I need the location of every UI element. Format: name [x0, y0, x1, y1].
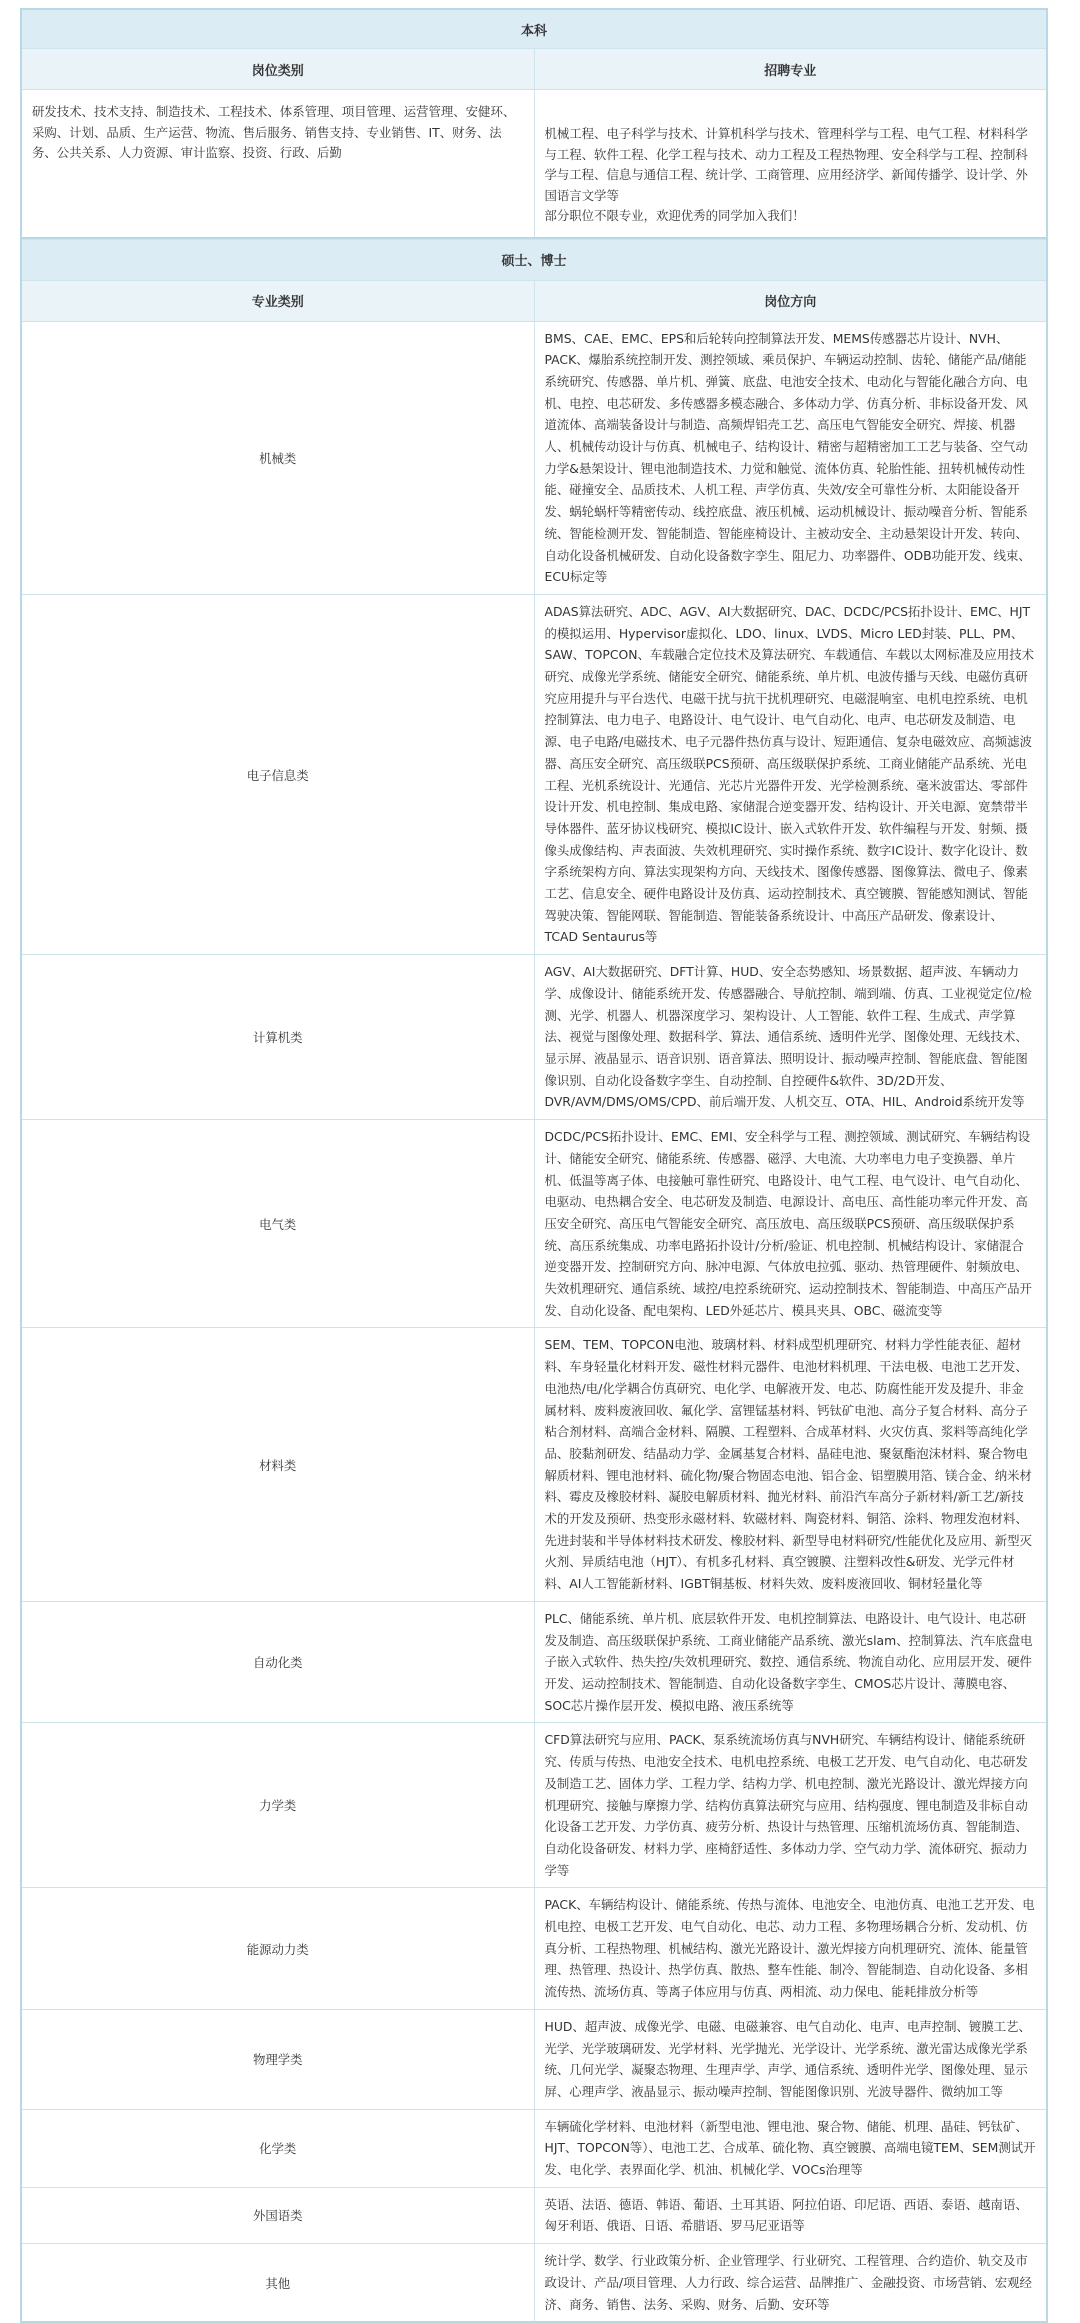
directions-automation: PLC、储能系统、单片机、底层软件开发、电机控制算法、电路设计、电气设计、电芯研发及制造、高压级联保护系统、工商业储能产品系统、激光slam、控制算法、汽车底盘电子嵌入式软件、热失控/失效机理研究、数控、通信系统、物流自动化、应用层开发、硬件开发、运动控制技术、智能制造、自动化设备数字孪生、CMOS芯片设计、薄膜电容、SOC芯片操作层开发、模拟电路、液压系统等 [534, 1601, 1047, 1723]
category-physics: 物理学类 [21, 2009, 534, 2109]
position-list: 研发技术、技术支持、制造技术、工程技术、体系管理、项目管理、运营管理、安健环、采购、计划、品质、生产运营、物流、售后服务、销售支持、专业销售、IT、财务、法务、公共关系、人力资源、审计监察、投资、行政、后勤 [21, 90, 534, 238]
direction-header: 岗位方向 [534, 280, 1047, 321]
category-electrical: 电气类 [21, 1120, 534, 1328]
undergrad-table [20, 8, 1048, 239]
category-other: 其他 [21, 2244, 534, 2323]
graduate-title: 硕士、博士 [21, 239, 1047, 280]
category-mechanics: 力学类 [21, 1723, 534, 1888]
undergrad-title: 本科 [21, 9, 1047, 49]
directions-mechanics: CFD算法研究与应用、PACK、泵系统流场仿真与NVH研究、车辆结构设计、储能系统研究、传质与传热、电池安全技术、电机电控系统、电极工艺开发、电气自动化、电芯研发及制造工艺、固体力学、工程力学、结构力学、机电控制、激光光路设计、激光焊接方向机理研究、接触与摩擦力学、结构仿真算法研究与应用、结构强度、锂电制造及非标自动化设备工艺开发、力学仿真、疲劳分析、热设计与热管理、压缩机流场仿真、智能制造、自动化设备研发、材料力学、座椅舒适性、多体动力学、空气动力学、流体研究、振动力学等 [534, 1723, 1047, 1888]
directions-energy-power: PACK、车辆结构设计、储能系统、传热与流体、电池安全、电池仿真、电池工艺开发、电机电控、电极工艺开发、电气自动化、电芯、动力工程、多物理场耦合分析、发动机、仿真分析、工程热物理、机械结构、激光光路设计、激光焊接方向机理研究、流体、能量管理、热管理、热设计、热学仿真、散热、整车性能、制冷、智能制造、自动化设备、多相流传热、流场仿真、等离子体应用与仿真、两相流、动力保电、能耗排放分析等 [534, 1888, 1047, 2010]
directions-other: 统计学、数学、行业政策分析、企业管理学、行业研究、工程管理、合约造价、轨交及市政设计、产品/项目管理、人力行政、综合运营、品牌推广、金融投资、市场营销、宏观经济、商务、销售、法务、采购、财务、后勤、安环等 [534, 2244, 1047, 2323]
category-electronic-info: 电子信息类 [21, 594, 534, 954]
category-energy-power: 能源动力类 [21, 1888, 534, 2010]
major-category-header: 专业类别 [21, 280, 534, 321]
category-computer: 计算机类 [21, 955, 534, 1120]
directions-foreign-lang: 英语、法语、德语、韩语、葡语、土耳其语、阿拉伯语、印尼语、西语、泰语、越南语、匈牙利语、俄语、日语、希腊语、罗马尼亚语等 [534, 2187, 1047, 2243]
category-chemistry: 化学类 [21, 2109, 534, 2187]
category-materials: 材料类 [21, 1328, 534, 1601]
majors-header: 招聘专业 [534, 49, 1047, 90]
directions-physics: HUD、超声波、成像光学、电磁、电磁兼容、电气自动化、电声、电声控制、镀膜工艺、光学、光学玻璃研发、光学材料、光学抛光、光学设计、光学系统、激光雷达成像光学系统、几何光学、凝聚态物理、生理声学、声学、通信系统、透明件光学、图像处理、显示屏、心理声学、液晶显示、振动噪声控制、智能图像识别、光波导器件、微纳加工等 [534, 2009, 1047, 2109]
majors-note: 部分职位不限专业，欢迎优秀的同学加入我们！ [545, 206, 1037, 227]
category-mechanical: 机械类 [21, 321, 534, 594]
position-category-header: 岗位类别 [21, 49, 534, 90]
directions-materials: SEM、TEM、TOPCON电池、玻璃材料、材料成型机理研究、材料力学性能表征、超材料、车身轻量化材料开发、磁性材料元器件、电池材料机理、干法电极、电池工艺开发、电池热/电/化学耦合仿真研究、电化学、电解液开发、电芯、防腐性能开发及提升、非金属材料、废料废液回收、氟化学、富锂锰基材料、钙钛矿电池、高分子复合材料、高分子粘合剂材料、高端合金材料、隔膜、工程塑料、合成革材料、火灾仿真、浆料等高纯化学品、胶黏剂研发、结晶动力学、金属基复合材料、晶硅电池、聚氨酯泡沫材料、聚合物电解质材料、锂电池材料、硫化物/聚合物固态电池、铝合金、铝塑膜用箔、镁合金、纳米材料、霉皮及橡胶材料、凝胶电解质材料、抛光材料、前沿汽车高分子新材料/新工艺/新技术的开发及预研、热变形永磁材料、软磁材料、陶瓷材料、铜箔、涂料、物理发泡材料、先进封装和半导体材料技术研发、橡胶材料、新型导电材料研究/性能优化及应用、新型灭火剂、异质结电池（HJT）、有机多孔材料、真空镀膜、注塑料改性&研发、光学元件材料、AI人工智能新材料、IGBT铜基板、材料失效、废料废液回收、铜材轻量化等 [534, 1328, 1047, 1601]
directions-electronic-info: ADAS算法研究、ADC、AGV、AI大数据研究、DAC、DCDC/PCS拓扑设计、EMC、HJT的模拟运用、Hypervisor虚拟化、LDO、linux、LVDS、Micro LED封装、PLL、PM、SAW、TOPCON、车载融合定位技术及算法研究、车载通信、车载以太网标准及应用技术研究、成像光学系统、储能安全研究、储能系统、单片机、电波传播与天线、电磁仿真研究应用提升与平台迭代、电磁干扰与抗干扰机理研究、电磁混响室、电机电控系统、电机控制算法、电力电子、电路设计、电气设计、电气自动化、电声、电芯研发及制造、电源、电子电路/电磁技术、电子元器件热仿真与设计、短距通信、复杂电磁效应、高频滤波器、高压安全研究、高压级联PCS预研、高压级联保护系统、工商业储能产品系统、光电工程、光机系统设计、光通信、光芯片光器件开发、光学检测系统、毫米波雷达、零部件设计开发、机电控制、集成电路、家储混合逆变器开发、结构设计、开关电源、宽禁带半导体器件、蓝牙协议栈研究、模拟IC设计、嵌入式软件开发、软件编程与开发、射频、摄像头成像结构、声表面波、失效机理研究、实时操作系统、数字IC设计、数字化设计、数字系统架构方向、算法实现架构方向、天线技术、图像传感器、图像算法、微电子、像素工艺、信息安全、硬件电路设计及仿真、运动控制技术、真空镀膜、智能感知测试、智能驾驶决策、智能网联、智能制造、智能装备系统设计、中高压产品研发、像素设计、TCAD Sentaurus等 [534, 594, 1047, 954]
directions-computer: AGV、AI大数据研究、DFT计算、HUD、安全态势感知、场景数据、超声波、车辆动力学、成像设计、储能系统开发、传感器融合、导航控制、端到端、仿真、工业视觉定位/检测、光学、机器人、机器深度学习、架构设计、人工智能、软件工程、生成式、声学算法、视觉与图像处理、数据科学、算法、通信系统、透明件光学、图像处理、无线技术、显示屏、液晶显示、语音识别、语音算法、照明设计、振动噪声控制、智能底盘、智能图像识别、自动化设备数字孪生、自动控制、自控硬件&软件、3D/2D开发、DVR/AVM/DMS/OMS/CPD、前后端开发、人机交互、OTA、HIL、Android系统开发等 [534, 955, 1047, 1120]
majors-cell [534, 90, 1047, 238]
category-automation: 自动化类 [21, 1601, 534, 1723]
graduate-table [20, 239, 1048, 2323]
directions-mechanical: BMS、CAE、EMC、EPS和后轮转向控制算法开发、MEMS传感器芯片设计、NVH、PACK、爆胎系统控制开发、测控领域、乘员保护、车辆运动控制、齿轮、储能产品/储能系统研究、传感器、单片机、弹簧、底盘、电池安全技术、电动化与智能化融合方向、电机、电控、电芯研发、多传感器多模态融合、多体动力学、仿真分析、非标设备开发、风道流体、高端装备设计与制造、高频焊铝壳工艺、高压电气智能安全研究、焊接、机器人、机械传动设计与仿真、机械电子、结构设计、精密与超精密加工工艺与装备、空气动力学&悬架设计、锂电池制造技术、力觉和触觉、流体仿真、轮胎性能、扭转机械传动性能、碰撞安全、品质技术、人机工程、声学仿真、失效/安全可靠性分析、太阳能设备开发、蜗轮蜗杆等精密传动、线控底盘、液压机械、运动机械设计、振动噪音分析、智能系统、智能检测开发、智能制造、智能座椅设计、主被动安全、主动悬架设计开发、转向、自动化设备机械研发、自动化设备数字孪生、阻尼力、功率器件、ODB功能开发、线束、ECU标定等 [534, 321, 1047, 594]
category-foreign-lang: 外国语类 [21, 2187, 534, 2243]
directions-chemistry: 车辆硫化学材料、电池材料（新型电池、锂电池、聚合物、储能、机理、晶硅、钙钛矿、HJT、TOPCON等）、电池工艺、合成革、硫化物、真空镀膜、高端电镜TEM、SEM测试开发、电化学、表界面化学、机油、机械化学、VOCs治理等 [534, 2109, 1047, 2187]
recruitment-tables [20, 8, 1048, 2323]
directions-electrical: DCDC/PCS拓扑设计、EMC、EMI、安全科学与工程、测控领域、测试研究、车辆结构设计、储能安全研究、储能系统、传感器、磁浮、大电流、大功率电力电子变换器、单片机、低温等离子体、电接触可靠性研究、电路设计、电气工程、电气设计、电气自动化、电驱动、电热耦合安全、电芯研发及制造、电源设计、高电压、高性能功率元件开发、高压安全研究、高压电气智能安全研究、高压放电、高压级联PCS预研、高压级联保护系统、高压系统集成、功率电路拓扑设计/分析/验证、机电控制、机械结构设计、家储混合逆变器开发、控制研究方向、脉冲电源、气体放电拉弧、驱动、热管理硬件、射频放电、失效机理研究、通信系统、域控/电控系统研究、运动控制技术、智能制造、中高压产品开发、自动化设备、配电架构、LED外延芯片、模具夹具、OBC、磁流变等 [534, 1120, 1047, 1328]
majors-list: 机械工程、电子科学与技术、计算机科学与技术、管理科学与工程、电气工程、材料科学与工程、软件工程、化学工程与技术、动力工程及工程热物理、安全科学与工程、控制科学与工程、信息与通信工程、统计学、工商管理、应用经济学、新闻传播学、设计学、外国语言文学等 [545, 124, 1037, 206]
